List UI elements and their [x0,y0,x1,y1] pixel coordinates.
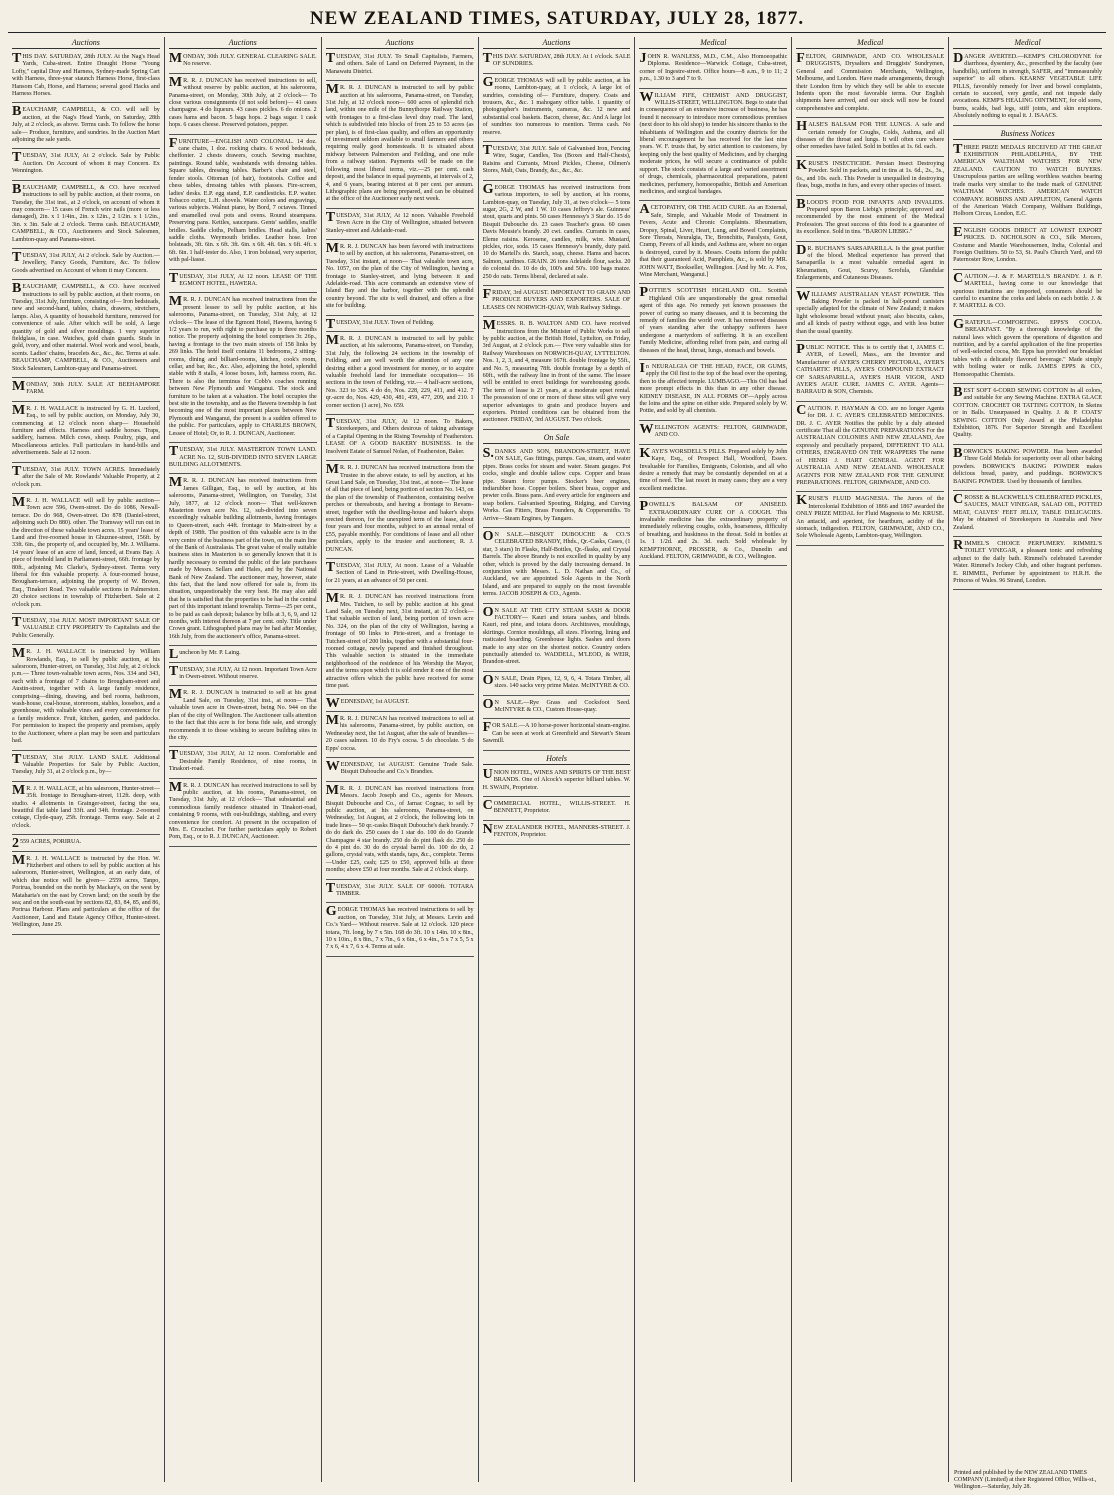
advertisement [169,688,317,747]
advert-list [796,52,944,546]
advertisement [796,494,944,545]
advertisement-text: WILLIAMS' AUSTRALIAN YEAST POWDER. This Baking Powder is packed in half-pound canisters specially adapted for the climate of New Zealand; it makes light wholesome bread without yeast; also biscuits, cakes, and all kinds of pastry without eggs, and with less butter than the usual quantity. [796,288,945,335]
advertisement-text: In NEURALGIA OF THE HEAD, FACE, OR GUMS, apply the Oil first to the top of the head over the opening, then to the affected temple. LUMBAGO.—This Oil has had more prompt effects in this than in any other disease. KIDNEY DISEASE, IN ALL FORMS OF—Apply across the loins and the spine on either side. Prepared solely by W. Pottie, and sold by all chemists. [639,361,788,415]
advertisement-text: MR. R. J. DUNCAN has been favored with instructions to sell by auction, at his salerooms, Panama-street, on Tuesday, 31st instant, at noon— That valuable town acre, No. 1057, on the plan of the City of Wellington, having a frontage to Stanley-street, and lying between it and Adelaide-road. This acre commands an extensive view of Island Bay and the harbor, together with the splendid country beyond. The site is well drained, and offers a fine site for building. [325,240,474,310]
advertisement [796,404,944,492]
advertisement [12,496,160,614]
column-heading: Medical [796,37,944,49]
advertisement-text: UNION HOTEL, WINES AND SPIRITS OF THE BEST BRANDS. One of Alcock's superior billiard tables. W. H. SWAIN, Proprietor. [482,766,631,791]
advertisement-text: RIMMEL'S CHOICE PERFUMERY. RIMMEL'S TOILET VINEGAR, a pleasant tonic and refreshing adjunct to the daily bath. Rimmel's celebrated Lavender Water. Rimmel's Jockey Club, and other fragrant perfumes. E. RIMMEL, Perfumer by appointment to H.R.H. the Princess of Wales. 96 Strand, London. [953,537,1103,584]
advertisement-text: MR. R. J. DUNCAN has received instructions from Mrs. Tutchen, to sell by public auction at his great Land Sale, on Tuesday next, 31st instant, at 12 o'clock— That valuable section of land, being portion of town acre No. 324, on the plan of the city of Wellington, having a frontage of 90 links to Pirie-street, and a frontage to Tutchen-street of 200 links, together with a substantial four-roomed cottage, newly papered and finished throughout. This valuable section is situated in the immediate neighborhood of the residence of his Worship the Mayor, and the terms upon which it is sold render it one of the most attractive offers which the public have received for some time past. [325,591,474,690]
advertisement-text: TUESDAY, 31st JULY, At 12 noon. To Bakers, Storekeepers, and Others desirous of taking advantage of a Capital Opening in the Rising Township of Featherston. LEASE OF A GOOD BAKERY BUSINESS. In the Insolvent Estate of Samuel Nolan, of Featherston, Baker. [325,416,474,455]
advert-list [169,52,317,847]
advertisement-text: ENGLISH GOODS DIRECT AT LOWEST EXPORT PRICES. D. NICHOLSON & CO., Silk Mercers, Costume and Mantle Warehousemen, India, Colonial and Foreign Outfitters. 50 to 53, St. Paul's Church Yard, and 69 Paternoster Row, London. [953,224,1103,264]
advertisement-text: TUESDAY, 31st JULY. Town of Feilding. [325,316,435,332]
advertisement [953,52,1102,126]
advertisement [483,144,631,181]
advertisement-text: MR. R. J. DUNCAN has received instructions from Messrs. Jacob Joseph and Co., agents for Messrs. Bisquit Dubouche and Co., of Jarnac Cognac, to sell by public auction, at his salerooms, Panama-street, on Wednesday, 1st August, at 2 o'clock, the following lots in trade lines— 50 qr.-casks Bisquit Dubouche's dark brandy. 7 do do dark do. 250 cases do 1 star do. 100 do do Grande Champagne 4 star brandy. 250 do do pint flask do. 250 do do 4 pint do. 30 do do crystal barrel do. 100 do do, 2 gallons, crystal vats, with stands, taps, &c., complete. Terms—Under £25, cash; £25 to £50, approved bills at three months; above £50 at four months. Sale at 2 o'clock sharp. [325,782,474,874]
advertisement [483,698,631,720]
advertisement [483,447,631,528]
advertisement [12,380,160,402]
advertisement [169,476,317,646]
advertisement [326,905,474,956]
section-heading-hotels: Hotels [483,753,631,765]
advertisement-text: MR. R. J. DUNCAN has received instructions to sell at his salerooms, Panama-street, by public auction, on Wednesday next, the 1st August, after the sale of brandies— 20 cases salmon. 10 do Fry's cocoa. 5 do chocolate. 5 do Epps' cocoa. [325,712,474,752]
advert-list [483,768,631,845]
advert-list [483,52,631,430]
advertisement-text: MR. R. J. DUNCAN is instructed to sell by public auction, at his salerooms, Panama-street, on Tuesday, 31st July, the following 24 sections in the township of Feilding, and are well worth the attention of any one desiring either a good investment for money, or to acquire valuable freehold land for immediate occupation— 16 sections in the town of Feilding, viz.— 4 half-acre sections, Nos. 323 to 326. 4 do do, Nos. 228, 229, 411, and 412. 7 qr.-acre do, Nos. 429, 430, 481, 459, 477, 209, and 210. 1 corner section (1 acre), No. 659. [325,333,474,409]
advertisement-text: MR. J. H. WALLACE is instructed by William Rowlands, Esq., to sell by public auction, at his salesroom, Hunter-street, on Tuesday, 31st July, at 2 o'clock p.m.— Three town-valuable town acres, Nos. 334 and 343, each with a frontage of 7 chains to Brougham-street and Austin-street, together with A large family residence, comprising—dining, drawing, and bed rooms, bathroom, wash-house, coal-house, storeroom, stables, loosebox, and a greenhouse, with valuable vines and every convenience for a family residence. Fruit, kitchen, garden, and paddocks. For permission to inspect the property and premises, apply to the Auctioneer, where a plan may be seen and particulars had. [12,646,160,745]
advertisement-text: ON SALE.—BISQUIT DUBOUCHE & CO.'S CELEBRATED BRANDY, Hhds., Qr.-Casks, Cases, (1 star, 3 stars) In Flasks, Half-Bottles, Qr.-flasks, and Crystal Barrels. The above Brandy is not excelled in quality by any other, which is proved by the daily increasing demand. In conjunction with Messrs. L. D. Nathan and Co., of Auckland, we are appointed Sole Agents in the North Island, and are prepared to supply on the most favorable terms. JACOB JOSEPH & CO., Agents. [482,528,631,598]
column-6 [792,37,949,1482]
advertisement [953,143,1102,224]
advertisement [953,272,1102,316]
advert-list [483,447,631,751]
advertisement [326,417,474,461]
advertisement-text: BEAUCHAMP, CAMPBELL, & CO. have received instructions to sell by public auction, at their rooms, on Tuesday, the 31st inst., at 2 o'clock, on account of whom it may concern— 15 cases of French wire nails (more or less damaged), 2in. x 1 1/4in., 2in. x 12in., 2 1/2in. x 1 1/2in., 3in. x 3in. Sale at 2 o'clock. Terms cash. BEAUCHAMP, CAMPBELL, & CO., Auctioneers and Stock Salesmen, Lambton-quay and Panama-street. [12,181,160,243]
section-heading-business-notices: Business Notices [953,128,1102,140]
column-heading: Auctions [483,37,631,49]
advertisement-text: TUESDAY, 31st JULY, At noon. Lease of a Valuable Section of Land in Pirie-street, with Dwelling-House, for 21 years, at an advance of 50 per cent. [325,559,474,584]
column-heading: Auctions [169,37,317,49]
advertisement [326,463,474,559]
advertisement [953,447,1102,491]
columns [8,37,1106,1482]
advertisement [326,714,474,758]
advertisement [169,648,317,662]
advertisement-text: BLOOD'S FOOD FOR INFANTS AND INVALIDS. Prepared upon Baron Liebig's principle; approved and recommended by the most eminent of the Medical Profession. The great success of this food is a guarantee of its excellence. Sold in tins. "BARON LIEBIG." [796,196,945,236]
advertisement-text: PUBLIC NOTICE. This is to certify that I, JAMES C. AYER, of Lowell, Mass., am the Inventor and Manufacturer of AYER'S CHERRY PECTORAL, AYER'S CATHARTIC PILLS, AYER'S COMPOUND EXTRACT OF SARSAPARILLA, AYER'S HAIR VIGOR, AND AYER'S AGUE CURE. JAMES C. AYER. Agents—BARRAUD & SON, Chemists. [796,342,945,396]
advertisement-text: HALSE'S BALSAM FOR THE LUNGS. A safe and certain remedy for Coughs, Colds, Asthma, and all diseases of the throat and lungs. It will often cure where other remedies have failed. Sold in bottles at 1s. 6d. each. [796,119,945,151]
advertisement-text: DR. BUCHAN'S SARSAPARILLA. Is the great purifier of the blood. Medical experience has proved that Sarsaparilla is a most valuable remedial agent in Rheumatism, Gout, Scurvy, Scrofula, Glandular Enlargements, and Cutaneous Diseases. [796,242,945,282]
advertisement [639,203,787,284]
advertisement-text: MR. R. J. DUNCAN is instructed to sell by public auction at his salerooms, Panama-street, on Tuesday, 31st July, at 12 o'clock noon— 600 acres of splendid rich land, within one mile of the Bunnythorpe Railway Station, with frontages to a first-class level dray road. The land, which is subdivided into blocks of from 25 to 53 acres (as per plan), is of first-class quality, and offers an opportunity of investment seldom available to small farmers and others requiring really good homesteads. It is situated about midway between Palmerston and Feilding, and one mile from a railway station. Payments will be made on the following most liberal terms, viz.—25 per cent. cash deposit, and the balance in equal payments, at intervals of 2, 4, and 6 years, bearing interest at 8 per cent. per annum. Lithographic plans are being prepared, and can be obtained at the office of the Auctioneer early next week. [325,82,474,203]
column-1 [8,37,165,1482]
advertisement [12,753,160,782]
advertisement-text: TUESDAY, 31st JULY. MOST IMPORTANT SALE OF VALUABLE CITY PROPERTY To Capitalists and the Public Generally. [12,615,160,639]
advertisement [953,318,1102,384]
column-3 [322,37,479,1482]
advertisement [796,244,944,288]
advertisement-text: ACETOPATHY, OR THE ACID CURE. As an External, Safe, Simple, and Valuable Mode of Treatment in Fevers, Acute and Chronic Complaints. Rheumatism, Dropsy, Spinal, Liver, Heart, Lung, and Bowel Complaints, Sore Throats, Neuralgia, Tic, Bronchitis, Paralysis, Gout, Cramp, Fevers of all kinds, and Asthma are, where no organ is destroyed, cured by it. Messrs. Coutts inform the public that their guaranteed Acid, Pamphlets, &c., is sold by MR. JOHN WATT, Bookseller, Wellington. [And by Mr. A. Fox, Wine Merchant, Wanganui.] [639,202,788,278]
advertisement [326,52,474,81]
advertisement [326,882,474,904]
advertisement [483,288,631,317]
advertisement-text: MR. R. J. DUNCAN is instructed to sell at his great Land Sale, on Tuesday, 31st inst., at noon— That valuable town acre in Owen-street, being No. 944 on the plan of the city of Wellington. The Auctioneer calls attention to the fact that this acre is for bona fide sale, and strongly recommends it to those wishing to secure building sites in the city. [168,687,317,741]
advertisement [12,404,160,463]
advertisement [483,674,631,696]
advertisement-text: CAUTION. F. HAYMAN & CO. are no longer Agents for DR. J. C. AYER'S CELEBRATED MEDICINES. DR. J. C. AYER Notifies the public by a duly attested certificate That all the GENUINE PREPARATIONS For the AUSTRALIAN COLONIES AND NEW ZEALAND, Are expressly and peculiarly prepared, DIFFERENT TO ALL OTHERS, ENGRAVED ON THE WRAPPERS The name of HENRI J. HART GENERAL AGENT FOR AUSTRALIA AND NEW ZEALAND. WHOLESALE AGENTS FOR NEW ZEALAND FOR THE GENUINE PREPARATIONS. FELTON, GRIMWADE, AND CO. [796,402,945,486]
advertisement-text: MR. J. H. WALLACE, at his salesroom, Hunter-street— 35ft. frontage to Brougham-street, 112ft. deep, with studio. 4 allotments in Grainger-street, facing the sea, beautiful flat table land 33ft. and 34ft. frontage. 2-roomed cottage, Clyde-quay, 25ft. frontage. Terms easy. Sale at 2 o'clock. [12,782,160,829]
advertisement [953,386,1102,445]
advertisement-text: MONDAY, 30th JULY. GENERAL CLEARING SALE. No reserve. [168,51,317,68]
advert-list [953,143,1102,591]
advertisement-text: MR. R. J. DUNCAN has received instructions from the Trustee in the above estate, to sell by auction, at his Great Land Sale, on Tuesday, 31st inst., at noon— The lease of all that piece of land, being portion of section No. 143, on the plan of the township of Featherston, containing twelve perches or thereabouts, and having a frontage to Revans-street, together with the dwelling-house and baker's shops erected thereon, for the unexpired term of the lease, about four years and four months, subject to an annual rental of £55, payable monthly. For conditions of lease and all other particulars, apply to the trustee and auctioneer, R. J. DUNCAN. [325,462,474,553]
column-4 [479,37,636,1482]
advertisement-text: NEW ZEALANDER HOTEL, MANNERS-STREET. J. FENTON, Proprietor. [482,821,631,839]
advertisement [639,286,787,360]
advertisement-text: MESSRS. R. B. WALTON AND CO. have received instructions from the Minister of Public Works to sell by public auction, at the British Hotel, Lyttelton, on Friday, 3rd August, at 2 o'clock p.m.— Five very valuable sites for Railway Warehouses on NORWICH-QUAY, LYTTELTON. Nos. 1, 2, 3, and 4, measure 167ft. double frontage by 55ft., and No. 5, measuring 78ft. double frontage by a depth of 60ft., with the railway line in front of the same. The lessee will be entitled to erect buildings for warehousing goods. The term of lease is 21 years, at a moderate upset rental. The possession of one or more of these sites will give very superior advantages to grain and produce buyers and exporters. Printed conditions can be obtained from the auctioneer. FRIDAY, 3rd AUGUST. Two o'clock. [482,318,631,424]
advertisement [169,749,317,778]
advertisement [169,295,317,443]
advertisement [796,120,944,157]
advert-list [326,52,474,957]
advertisement [12,465,160,494]
advertisement [639,52,787,89]
advertisement [326,561,474,590]
advertisement-text: BEAUCHAMP, CAMPBELL, & CO. have received instructions to sell by public auction, at their rooms, on Tuesday, 31st July, furniture, consisting of— Iron bedsteads, new and second-hand, tables, chairs, drawers, stretchers, lamps. Also, A quantity of household furniture, removed for convenience of sale. After which will be sold, A large quantity of gold and silver mouldings. 1 very superior fieldglass, in case. Watches, gold chain guards. Studs in gold, ivory, and other material. Wool work and wool, beads, scents. Ladies' chains, bracelets &c., &c., &c. Terms at sale. BEAUCHAMP, CAMPBELL, & CO., Auctioneers and Stock Salesmen, Lambton-quay and Panama-street. [12,281,160,372]
advertisement [639,447,787,498]
advertisement [483,52,631,74]
advertisement-text: POWELL'S BALSAM OF ANISEED. EXTRAORDINARY CURE OF A COUGH. This invaluable medicine has the extraordinary property of immediately relieving coughs, colds, hoarseness, difficulty of breathing, and huskiness in the throat. Sold in bottles at 1s. 1 1/2d. and 2s. 3d. each. Sold wholesale by KEMPTHORNE, PROSSER, & Co., Dunedin and Auckland. FELTON, GRIMWADE, & CO., Wellington. [639,499,788,560]
advertisement [953,539,1102,590]
advertisement [12,151,160,180]
advertisement-text: CROSSE & BLACKWELL'S CELEBRATED PICKLES, SAUCES, MALT VINEGAR, SALAD OIL, POTTED MEAT, CALVES' FEET JELLY, TABLE DELICACIES. May be obtained of Storekeepers in Australia and New Zealand. [953,491,1103,531]
advertisement [796,159,944,196]
advertisement-text: WILLIAM FIFE, CHEMIST AND DRUGGIST, WILLIS-STREET, WELLINGTON. Begs to state that in consequence of an extensive increase of business, he has found it necessary to introduce more commodious premises (next door to his old shop) to tender his sincere thanks to the inhabitants of Wellington and the country districts for the liberal encouragement he has received for the last nine years. W. F. trusts that, by strict attention to customers, by keeping only the best quality of Medicines, and by charging moderate prices, he will secure a continuance of public support. The stock consists of a large and varied assortment of drugs, chemicals, pharmaceutical preparations, patent medicines, perfumery, homoeopathic, British and American medicines, and surgical bandages. [639,89,788,195]
advertisement [483,721,631,750]
advertisement [12,251,160,280]
advertisement [483,530,631,604]
advertisement [12,282,160,378]
column-heading: Auctions [326,37,474,49]
advertisement [12,52,160,103]
advertisement-text: THREE PRIZE MEDALS RECEIVED AT THE GREAT EXHIBITION PHILADELPHIA, BY THE AMERICAN WALTHAM WATCHES FOR NEW ZEALAND. CAUTION TO WATCH BUYERS. Unscrupulous parties are selling worthless watches bearing trade marks very similar to the trade mark of GENUINE WALTHAM WATCHES. AMERICAN WATCH COMPANY. ROBBINS AND APPLETON, General Agents of the American Watch Company, Waltham Buildings, Holborn Circus, London, E.C. [953,141,1103,218]
advertisement [326,211,474,240]
advertisement-text: MR. R. J. DUNCAN has received instructions from James Gilligan, Esq., to sell by auction, at his salerooms, Panama-street, Wellington, on Tuesday, 31st July, 1877, at 12 o'clock noon— That well-known Masterton town acre No. 12, sub-divided into seven exceedingly valuable building allotments, having frontages to Queen-street, each 44ft. frontage to Main-street by a depth of 198ft. The position of this valuable acre is in the very centre of the business part of the town, on the main line of the Bank of Australasia. The great value of really suitable business sites in Masterton is so generally known that it is hardly necessary to remind the public of the late purchases made by Messrs. Sellars and Hales, and by the National Bank of New Zealand. The auctioneer may, however, state this fact, that the land now offered for sale is, from its situation, unquestionably the very best. He may also add that he is satisfied that the properties to be had in the central part of this important inland township. Terms—25 per cent., to be paid as cash deposit; balance by bills at 3, 6, 9, and 12 months, with interest thereon at 7 per cent. only. Title under Crown grant. Lithographed plans may be had after Monday, 16th July, from the auctioneer's office, Panama-street. [168,475,317,640]
advertisement-text: TUESDAY, 31st JULY, At 2 o'clock. Sale by Auction.—Jewellery, Fancy Goods, Furniture, &c. To follow Goods advertised on Account of whom it may Concern. [12,249,160,274]
advertisement [169,137,317,270]
advertisement-text: COMMERCIAL HOTEL, WILLIS-STREET. H. BENNETT, Proprietor. [482,797,631,815]
advertisement [483,76,631,142]
advertisement-text: GEORGE THOMAS will sell by public auction, at his rooms, Lambton-quay, at 1 o'clock, A large lot of sundries, consisting of— Furniture, drapery. Coats and trousers, &c., &c. 1 mahogany office table. 1 quantity of photographer's instruments, cameras, &c. 12 new and substantial coal baskets. Bacon, cheese, &c. And A large lot of sundries too numerous to mention. Terms cash. No reserve. [482,74,631,136]
advertisement [169,665,317,687]
advertisement-text: Luncheon by Mr. P. Laing. [168,647,241,663]
advertisement-text: TUESDAY, 31st JULY, At 12 noon. Valuable Freehold Town Acre in the City of Wellington, situated between Stanley-street and Adelaide-road. [325,209,474,234]
advertisement [326,334,474,415]
column-7 [949,37,1106,1482]
advertisement-text: MR. J. H. WALLACE is instructed by the Hon. W. Fitzherbert and others to sell by public auction at his salesroom, Hunter-street, Wellington, at an early date, of which due notice will be given— 2559 acres, Tanpo, Porirua, bounded on the north by Mackay's, on the west by Mataharia's on the east by Crown land; on the south by the sea; and on the south-east by sections 82, 83, 84, 85, and 86, Porirua Harbour. Plans and particulars at the office of the Auctioneer, Land and Estate Agency Office, Hunter-street. Wellington, June 29. [12,852,160,929]
advertisement-text: GRATEFUL—COMFORTING. EPPS'S COCOA. BREAKFAST. "By a thorough knowledge of the natural laws which govern the operations of digestion and nutrition, and by a careful application of the fine properties of well-selected cocoa, Mr. Epps has provided our breakfast tables with a delicately flavored beverage." Made simply with boiling water or milk. JAMES EPPS & CO., Homoeopathic Chemists. [953,316,1103,378]
advertisement-text: WEDNESDAY, 1st AUGUST. Genuine Trade Sale. Bisquit Dubouche and Co.'s Brandies. [325,758,474,776]
advertisement-text: TUESDAY, 31st JULY. Sale of Galvanised Iron, Fencing Wire, Sugar, Candles, Tea (Boxes and Half-Chests), Raisins and Currants, Mixed Pickles, Cheese, Oilmen's Stores, Malt, Oats, Brandy, &c., &c., &c. [482,143,631,175]
advertisement-text: GEORGE THOMAS has received instructions from various importers, to sell by auction, at his rooms, Lambton-quay, on Tuesday, July 31, at two o'clock— 5 tons sugar, 2G, 2 W, and 1 W. 10 cases Jeffrey's ale. Guinness' stout, quarts and pints. 50 cases Hennessy's 3 Star do. 15 do Bisquit Dubouche do. 23 cases Teacher's grass. 60 cases Davis Mousie's brandy. 20 cwt. candles. Currants in cases, Eleme raisins. Kerosene, candles, milk, wire. Mustard, pickles, rice, soda. 15 cases Hennessy's brandy, duty paid. 10 do Martell's do. Starch, soap, cheese. Hams and bacon. Salmon, sardines. GRAIN. 26 tons Adelaide flour, sacks. 20 do colonial do. 10 do do, 100's and 50's. 100 bags maize. 250 do oats. Terms liberal, declared at sale. [482,181,631,280]
advertisement-text: ON SALE, Drain Pipes, 12, 9, 6, 4. Totara Timber, all sizes. 140 sacks very prime Maize. McINTYRE & CO. [482,672,631,690]
advertisement-text: TUESDAY, 31st JULY. MASTERTON TOWN LAND. ACRE No. 12, SUB-DIVIDED INTO SEVEN LARGE BUILDING ALLOTMENTS. [168,444,317,468]
advertisement [12,105,160,149]
advertisement [326,760,474,782]
advertisement-text: TUESDAY, 31st JULY. SALE OF 6000ft. TOTARA TIMBER. [325,880,474,897]
advertisement [639,362,787,421]
advertisement [953,493,1102,537]
advertisement [12,616,160,645]
advertisement-text: TUESDAY, 31st JULY. TOWN ACRES. Immediately after the Sale of Mr. Rowlands' Valuable Property, at 2 o'clock p.m. [12,463,160,488]
advertisement-text: TUESDAY, 31st JULY. LAND SALE. Additional Valuable Properties for Sale by Public Auction, Tuesday, July 31, at 2 o'clock p.m., by— [12,751,160,776]
advertisement [12,647,160,750]
advertisement [169,76,317,135]
advertisement [483,768,631,797]
advert-list [953,52,1102,126]
advertisement [796,198,944,242]
advertisement [796,343,944,402]
advertisement-text: DANGER AVERTED.—KEMP'S CHLORODYNE for diarrhoea, dysentery, &c., prescribed by the faculty (see handbills), uniform in strength, SAFER, and "immeasurably superior" to all others. KEARNS' VEGETABLE LIFE PILLS, favorably remedy for liver and bowel complaints, certain to succeed, very gentle, and not impede daily avocations. KEMP'S HEALING OINTMENT, for old sores, burns, scalds, bad legs, stiff joints, and skin eruptions. Absolutely nothing to equal it. J. ISAACS. [953,51,1103,120]
advertisement [953,226,1102,270]
advertisement-text: TUESDAY, 31st JULY, At 12 noon. LEASE OF THE EGMONT HOTEL, HAWERA. [168,270,317,287]
advert-list [12,52,160,935]
advertisement-text: KRUSE'S FLUID MAGNESIA. The Jurors of the Intercolonial Exhibition of 1866 and 1867 awarded the ONLY PRIZE MEDAL for Fluid Magnesia to Mr. KRUSE. An antacid, and aperient, for heartburn, acidity of the stomach, indigestion. FELTON, GRIMWADE, AND CO., Sole Wholesale Agents, Lambton-quay, Wellington. [796,493,945,540]
advertisement [639,91,787,202]
advertisement [796,290,944,341]
advertisement-text: ON SALE.—Rye Grass and Cocksfoot Seed. McINTYRE & CO., Custom House-quay. [482,696,631,714]
advertisement [483,319,631,430]
advertisement [12,837,160,851]
advertisement-text: MR. J. H. WALLACE will sell by public auction— Town acre 596, Owen-street. Do do 1086, Newall-terrace. Do do 968, Owen-street. Do 878 (Daniel-street, adjoining such Do 880). other. The Tramway will run out in the direction of these valuable town acres. 15 years' lease of Land and five-roomed house in Ghuznee-street, 156ft. by 33ft. 6in., the property of, and occupied by, Mr. J. Williams. 14 years' lease of an acre of land, fenced, at Evans Bay. A piece of freehold land in Parliament-street, 66ft. frontage by 80ft., adjoining Mr. Clarke's, Sydney-street. Terms very liberal for this valuable property. A four-roomed house, Brougham-terrace, adjoining the property of W. Brown, Esq., Tinakori Road. Two valuable sections in Palmerston. 20 choice sections in township of Fitzherbert. Sale at 2 o'clock p.m. [12,494,160,608]
advertisement-text: S.DANKS AND SON, BRANDON-STREET, HAVE ON SALE, Gas fittings, pumps. Gas, steam, and water pipes. Brass cocks for steam and water. Steam gauges. Pot cocks, single and double tallow cups. Copper and brass pipe. Steam force pumps. Stocker's beer engines, indiarubber hose. Copper boilers. Sheet brass, copper and pewter coils. Brass pans. And every article for engineers and soap boilers. Galvanised Spouting, Ridging, and Curving Works. Gas Fitters, Brass Founders, & Coppersmiths. To Arrive—Steam Engines, by Tangaro. [482,445,631,522]
advertisement [326,784,474,880]
advertisement-text: THIS DAY. SATURDAY, 28th JULY. At the Nag's Head Yards, Cuba-street. Entire Draught Horse "Young Lofty," capital Dray and Harness, Sydney-made Spring Cart with Harness, three-year staunch Harness Horse, first-class Hansom Cab, Horse, and Harness; several good Hacks and Harness Horses. [12,51,160,98]
advertisement [639,423,787,445]
advertisement-text: FRIDAY, 3rd AUGUST. IMPORTANT TO GRAIN AND PRODUCE BUYERS AND EXPORTERS. SALE OF LEASES ON NORWICH-QUAY, With Railway Sidings. [482,286,631,311]
advertisement [169,781,317,847]
advertisement [483,799,631,821]
advertisement-text: KAYE'S WORSDELL'S PILLS. Prepared solely by John Kaye, Esq., of Prospect Hall, Woodford, Essex. Invaluable for Families, Emigrants, Colonists, and all who desire a remedy that may be constantly depended on at a time of need. The last resort in many cases; they are a very excellent medicine. [639,445,788,492]
imprint-footer: Printed and published by the NEW ZEALAND TIMES COMPANY (Limited) at their Registered Office, Willis-st., Wellington.—Saturday, July 28. [954,1470,1097,1490]
advertisement-text: FURNITURE—ENGLISH AND COLONIAL. 14 doz. cane chairs, 1 doz. rocking chairs. 6 wood bedsteads, cheffonier. 2 chests drawers, couch. Sewing machine, paintings. Round table, washstands with dressing tables. Square tables, dressing tables. Barber's chair and steel, fender stools. Ottoman (of hair), footstools. Coffee and chess tables, dressing tables with plasses. Fire-screen, ladies' desks. E.P. egg stand, E.P. candlesticks. E.P. waiter. Tobacco cutter, L.H. shovels. Water colors and engravings, various subjects. Walnut piano, by Bord, 7 octaves. Tinned and enamelled oval pots and ovens. Round steampans. Preserving pans. Kettles, saucepans. Gents' saddles, snaffle bridles. Saddle cloths, Pelham bridles. Head stalls, ladies' saddle cloths. Weymouth bridles. Leather hose. Iron bolsteads, 3ft. 6in. x 6ft. 3ft. 6in. x 6ft. 4ft. 6in. x 6ft. 4ft. x 6ft. 6in. 1 half-tester do. Also, 1 iron bolstead, very superior, with pal-liasse. [168,135,317,264]
advertisement-text: MR. R. J. DUNCAN has received instructions from the present lessee to sell by public auction, at his salerooms, Panama-street, on Tuesday, 31st July, at 12 o'clock— The lease of the Egmont Hotel, Hawera, having 6 1/2 years to run, with right to purchase up to three months notice. The property adjoining the hotel comprises 3r. 26p., having a frontage to the two main streets of 158 links by 269 links. The hotel itself contains 11 bedrooms, 2 sitting-rooms, dining and billiard-rooms, kitchen, cook's room, cellar, and bar, &c., &c. Also, adjoining the hotel, splendid stable with 8 stalls, 4 loose boxes, loft, harness room, &c. There is also the terminus for Cobb's coaches running between New Plymouth and Wanganui. The stock and furniture to be taken at a valuation. The hotel occupies the best site in the township, and as the Hawera township is fast becoming one of the most important places between New Plymouth and Wanganui, the present is a sudden offered to the public. For particulars, apply to CHARLES BROWN, Lessee of Hotel; Or, to R. J. DUNCAN, Auctioneer. [168,294,317,437]
advertisement-text: TUESDAY, 31st JULY. To Small Capitalists, Farmers, and others. Sale of Land on Deferred Payment, in the Manawatu District. [325,51,474,75]
advertisement-text: FOR SALE.—A 10 horse-power horizontal steam-engine. Can be seen at work at Greenfield and Stewart's Steam Sawmill. [482,720,631,745]
advertisement [169,445,317,474]
advertisement-text: CAUTION.—J. & F. MARTELL'S BRANDY. J. & F. MARTELL, having come to our knowledge that spurious imitations are imported, consumers should be careful to examine the corks and labels on each bottle. J. & F. MARTELL & CO. [953,270,1103,310]
advertisement-text: MR. R. J. DUNCAN has received instructions to sell by public auction, at his rooms, Panama-street, on Tuesday, 31st July, at 12 o'clock— That substantial and commodious family residence situated in Tinakori-road, containing 9 rooms, with out-buildings, stabling, and every convenience for comfort. At present in the occupation of Mrs. E. Crouchet. For further particulars apply to Robert Pom, Esq., or to R. J. DUNCAN, Auctioneer. [168,779,317,841]
advertisement [796,52,944,118]
column-heading: Auctions [12,37,160,49]
advertisement [12,854,160,935]
advertisement-text: BEAUCHAMP, CAMPBELL, & CO. will sell by auction, at the Nag's Head Yards, on Saturday, 28th July, at 2 o'clock, as above. Terms cash. To follow the horse sale— Produce, furniture, and sundries. In the Auction Mart adjoining the sale yards. [12,104,160,144]
advertisement-text: BEST SOFT 6-CORD SEWING COTTON In all colors, and suitable for any Sewing Machine. EXTRA GLACE COTTON. CROCHET OR TATTING COTTON, In Skeins or in Balls. Unsurpassed in Quality. J. & P. COATS' SEWING COTTON Only Award at the Philadelphia Exhibition, 1876. For Superior Strength and Excellent Quality. [953,385,1103,439]
column-heading: Medical [953,37,1102,49]
advertisement [326,697,474,711]
column-5 [635,37,792,1482]
column-2 [165,37,322,1482]
advertisement-text: KRUSE'S INSECTICIDE. Persian Insect Destroying Powder. Sold in packets, and in tins at 1s. 6d., 2s., 3s., 6s., and 10s. each. This Powder is unequalled in destroying fleas, bugs, moths in furs, and every other species of insect. [796,157,945,190]
advertisement [326,83,474,209]
advertisement-text: BORWICK'S BAKING POWDER. Has been awarded Three Gold Medals for superiority over all other baking powders. BORWICK'S BAKING POWDER makes delicious bread, pastry, and puddings. BORWICK'S BAKING POWDER. Used by thousands of families. [953,445,1103,485]
advertisement-text: THIS DAY. SATURDAY, 28th JULY. At 1 o'clock. SALE OF SUNDRIES. [482,51,631,68]
advertisement [12,784,160,835]
advertisement [326,592,474,695]
advertisement [169,52,317,74]
advertisement [169,272,317,294]
page-title: NEW ZEALAND TIMES, SATURDAY, JULY 28, 1877. [8,6,1106,33]
advertisement-text: 2559 ACRES, PORIRUA. [12,836,82,852]
advertisement-text: MR. R. J. DUNCAN has received instructions to sell, without reserve by public auction, at his salerooms, Panama-street, on Monday, 30th July, at 2 o'clock— To close various consignments (if not sold before)— 41 cases champagne. 4 do liqueurs. 43 cases pickles. 6 do onions. 2 cases hams and bacon. 5 bags hops. 2 bags sugar. 1 cask hops. 6 cases cheese. Preserved potatoes, pepper. [168,74,317,129]
advertisement-text: FELTON, GRIMWADE, AND CO. WHOLESALE DRUGGISTS, Drysalters and Druggists' Sundrymen, General and Commission Merchants, Wellington, Melbourne, and London. Have made arrangements, through their London firm by which they will be able to execute Indents upon the most favorable terms. Our English shipments have arrived, and our stock will now be found comprehensive and complete. [796,51,945,112]
advertisement-text: MR. J. H. WALLACE is instructed by G. H. Luxford, Esq., to sell by public auction, on Monday, July 30, commencing at 12 o'clock noon sharp— Household furniture and effects. Harness and saddle horses. Traps, saddlery, harness. Milch cows, sheep. Poultry, pigs, and Miscellaneous articles. Full particulars in hand-bills and advertisements. Sale at 12 noon. [12,402,160,457]
advertisement-text: TUESDAY, 31st JULY, At 12 noon. Comfortable and Desirable Family Residence, of nine rooms, in Tinakori-road. [168,748,317,773]
advertisement-text: JOHN R. WANLESS, M.D., C.M., Also Homoeopathic Diploma. Residence—Warwick Cottage, Cuba-street, corner of Ingestre-street. Office hours—8 a.m., 9 to 11; 2 p.m., 1.30 to 3 and 7 to 9. [639,51,788,83]
advert-list [639,52,787,566]
advertisement-text: POTTIE'S SCOTTISH HIGHLAND OIL. Scottish Highland Oils are unquestionably the great remedial agent of this age. No remedy yet known possesses the power of curing so many diseases, and it is becoming the remedy of families the world over. It has removed diseases of years standing after the unhappy sufferers have undergone a martyrdom of suffering. It is an excellent Family Medicine, affording relief from pain, and curing all diseases of the head, throat, lungs, stomach and bowels. [639,285,788,354]
advertisement-text: GEORGE THOMAS has received instructions to sell by auction, on Tuesday, 31st July, at Messrs. Levin and Co.'s Yard— Without reserve. Sale at 12 o'clock. 120 piece totara, 7ft. long, by 7 x 5in. 168 do 3ft. 10 x 14in. 10 x 8in., 10 x 10in., 8 x 8in., 7 x 7in., 6 x 6in., 6 x 4in., 5 x 7 x 5, 5 x 7 x 6, 4 x 7, 6 x 4. Terms at sale. [325,904,474,951]
advertisement-text: TUESDAY, 31st JULY, At 2 o'clock. Sale by Public Auction. On Account of whom it may Concern. Ex Wennington. [12,150,160,175]
advertisement [483,183,631,286]
advertisement [483,823,631,845]
advertisement-text: TUESDAY, 31st JULY, At 12 noon. Important Town Acre in Owen-street. Without reserve. [168,663,317,681]
advertisement [326,318,474,332]
advertisement [639,500,787,566]
advertisement [12,183,160,249]
section-heading-on-sale: On Sale [483,432,631,444]
advertisement [483,606,631,672]
advertisement-text: WEDNESDAY, 1st AUGUST. [325,696,410,712]
column-heading: Medical [639,37,787,49]
advertisement-text: MONDAY, 30th JULY. SALE AT BEEHAMPORE FARM. [12,379,160,396]
advertisement-text: ON SALE AT THE CITY STEAM SASH & DOOR FACTORY— Kauri and totara sashes, and blinds. Kauri, red pine, and totara doors. Architraves, mouldings, skirtings. Cornice mouldings, all sizes. Flooring, lining and rusticated boarding. Greenhouse lights. Sashes and doors made to any size on the shortest notice. Country orders punctually attended to. WADDELL, M'LEOD, & WEIR, Brandon-street. [482,604,631,666]
advertisement-text: WELLINGTON AGENTS: FELTON, GRIMWADE, AND CO. [639,421,788,439]
advertisement [326,242,474,316]
